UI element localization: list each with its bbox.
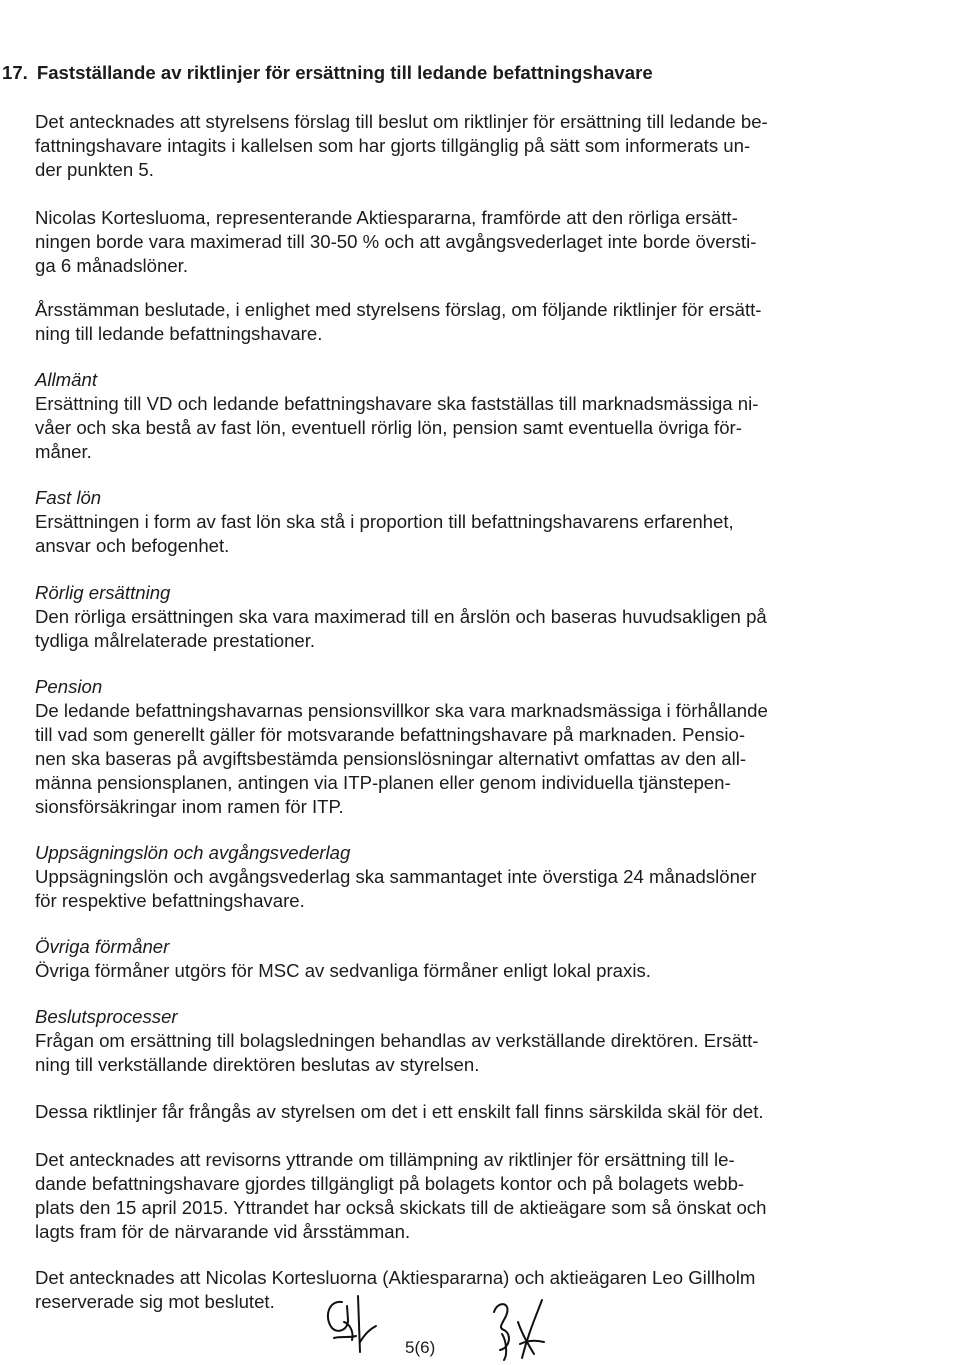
- text-line: för respektive befattningshavare.: [35, 890, 305, 911]
- text-line: dande befattningshavare gjordes tillgängligt på bolagets kontor och på bolagets webb-: [35, 1173, 745, 1194]
- text-line: Ersättningen i form av fast lön ska stå i proportion till befattningshavarens erfarenhet,: [35, 511, 734, 532]
- subheading: Beslutsprocesser: [35, 1006, 178, 1027]
- subheading: Övriga förmåner: [35, 936, 170, 957]
- text-line: ning till verkställande direktören beslutas av styrelsen.: [35, 1054, 480, 1075]
- text-line: till vad som generellt gäller för motsvarande befattningshavare på marknaden. Pensio-: [35, 724, 746, 745]
- text-line: Det antecknades att styrelsens förslag till beslut om riktlinjer för ersättning till ledande be-: [35, 111, 768, 132]
- text-line: Den rörliga ersättningen ska vara maximerad till en årslön och baseras huvudsakligen på: [35, 606, 767, 627]
- text-line: Dessa riktlinjer får frångås av styrelsen om det i ett enskilt fall finns särskilda skäl för det.: [35, 1101, 764, 1122]
- subheading: Uppsägningslön och avgångsvederlag: [35, 842, 351, 863]
- text-line: sionsförsäkringar inom ramen för ITP.: [35, 796, 344, 817]
- paragraph-intro: [35, 110, 925, 182]
- subheading: Pension: [35, 676, 103, 697]
- text-line: Frågan om ersättning till bolagsledningen behandlas av verkställande direktören. Ersätt-: [35, 1030, 759, 1051]
- text-line: fattningshavare intagits i kallelsen som har gjorts tillgänglig på sätt som informerats un-: [35, 135, 751, 156]
- paragraph-kortesluoma: [35, 206, 925, 278]
- section-rorlig-ersattning: [35, 581, 925, 653]
- signature-initials-left: [320, 1292, 380, 1362]
- text-line: Nicolas Kortesluoma, representerande Aktiespararna, framförde att den rörliga ersätt-: [35, 207, 738, 228]
- text-line: Uppsägningslön och avgångsvederlag ska sammantaget inte överstiga 24 månadslöner: [35, 866, 757, 887]
- text-line: Övriga förmåner utgörs för MSC av sedvanliga förmåner enligt lokal praxis.: [35, 960, 651, 981]
- page-number: 5(6): [405, 1338, 436, 1357]
- section-number: 17.: [2, 62, 28, 83]
- subheading: Fast lön: [35, 487, 102, 508]
- section-pension: [35, 675, 925, 819]
- text-line: Årsstämman beslutade, i enlighet med styrelsens förslag, om följande riktlinjer för ersätt-: [35, 299, 762, 320]
- paragraph-resolution: [35, 298, 925, 346]
- text-line: måner.: [35, 441, 92, 462]
- text-line: De ledande befattningshavarnas pensionsvillkor ska vara marknadsmässiga i förhållande: [35, 700, 768, 721]
- section-ovriga-formaner: [35, 935, 925, 983]
- text-line: ning till ledande befattningshavare.: [35, 323, 323, 344]
- section-title: Fastställande av riktlinjer för ersättning till ledande befattningshavare: [36, 62, 653, 83]
- text-line: ga 6 månadslöner.: [35, 255, 188, 276]
- subheading: Allmänt: [35, 369, 98, 390]
- text-line: tydliga målrelaterade prestationer.: [35, 630, 316, 651]
- text-line: ningen borde vara maximerad till 30-50 % och att avgångsvederlaget inte borde översti-: [35, 231, 757, 252]
- text-line: lagts fram för de närvarande vid årsstämman.: [35, 1221, 411, 1242]
- paragraph-revisor: [35, 1148, 925, 1244]
- paragraph-avvikelse: [35, 1100, 925, 1124]
- text-line: plats den 15 april 2015. Yttrandet har också skickats till de aktieägare som så önskat och: [35, 1197, 767, 1218]
- text-line: nen ska baseras på avgiftsbestämda pensionslösningar alternativt omfattas av den all-: [35, 748, 747, 769]
- text-line: Det antecknades att revisorns yttrande om tillämpning av riktlinjer för ersättning till le-: [35, 1149, 735, 1170]
- section-beslutsprocesser: [35, 1005, 925, 1077]
- text-line: våer och ska bestå av fast lön, eventuell rörlig lön, pension samt eventuella övriga för-: [35, 417, 742, 438]
- section-heading: [2, 61, 653, 85]
- text-line: ansvar och befogenhet.: [35, 535, 230, 556]
- section-fast-lon: [35, 486, 925, 558]
- section-allmant: [35, 368, 925, 464]
- signature-initials-right: [488, 1294, 548, 1364]
- subheading: Rörlig ersättning: [35, 582, 171, 603]
- text-line: Ersättning till VD och ledande befattningshavare ska fastställas till marknadsmässiga ni-: [35, 393, 759, 414]
- section-uppsagning: [35, 841, 925, 913]
- text-line: männa pensionsplanen, antingen via ITP-planen eller genom individuella tjänstepen-: [35, 772, 731, 793]
- text-line: der punkten 5.: [35, 159, 154, 180]
- text-line: Det antecknades att Nicolas Kortesluorna (Aktiespararna) och aktieägaren Leo Gillholm: [35, 1267, 756, 1288]
- text-line: reserverade sig mot beslutet.: [35, 1291, 275, 1312]
- paragraph-reservation: [35, 1266, 925, 1314]
